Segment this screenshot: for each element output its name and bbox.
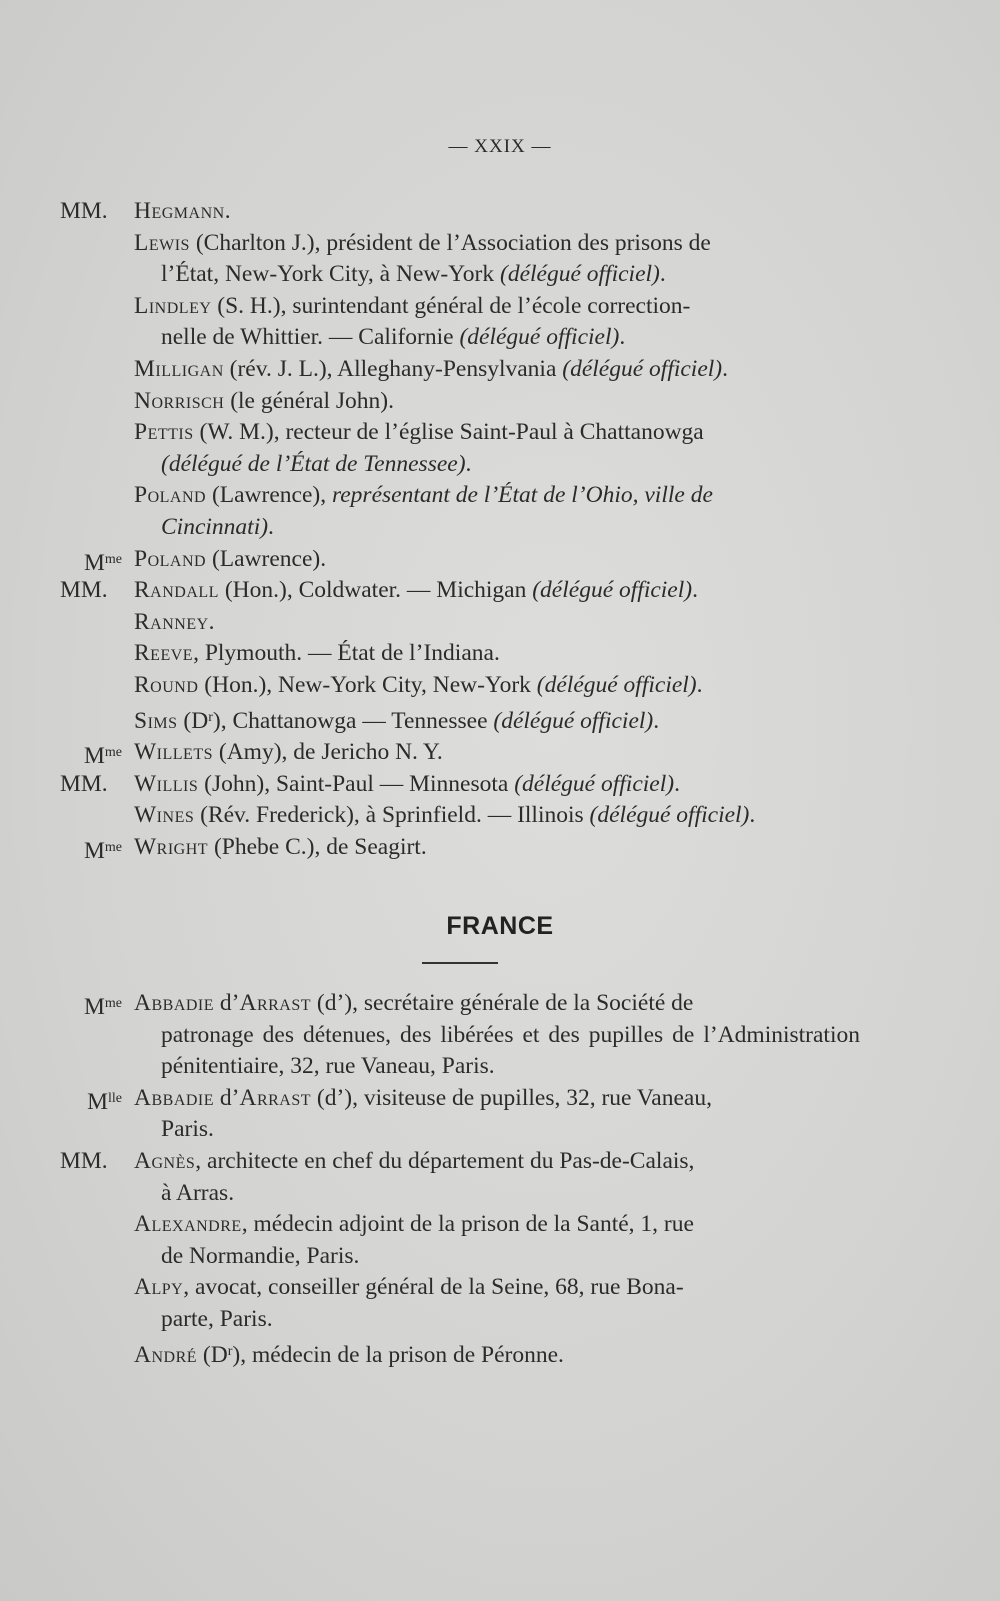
france-participants-list bbox=[60, 988, 860, 1371]
list-item bbox=[60, 832, 860, 864]
entry-text: (Rév. Frederick), à Sprinfield. — Illinois bbox=[194, 802, 590, 829]
list-item bbox=[60, 607, 860, 639]
entry-continuation bbox=[134, 512, 860, 544]
entry-text: (D bbox=[177, 707, 209, 734]
person-surname-second: Arrast bbox=[239, 1084, 312, 1111]
person-surname: Wines bbox=[134, 802, 195, 829]
entry-continuation bbox=[134, 1114, 860, 1146]
entry-text: (Lawrence). bbox=[206, 545, 327, 572]
surname-particle: d’ bbox=[214, 1084, 240, 1111]
person-surname: Reeve bbox=[134, 640, 194, 667]
entry-italic-note: Cincinnati) bbox=[161, 513, 269, 540]
entry-text: (John), Saint-Paul — Minnesota bbox=[198, 770, 515, 797]
list-item bbox=[60, 417, 860, 480]
list-item bbox=[60, 769, 860, 801]
person-surname: Lewis bbox=[134, 229, 190, 256]
title-superscript: r bbox=[208, 709, 213, 725]
entry-punctuation: . bbox=[465, 450, 472, 477]
person-surname: Lindley bbox=[134, 292, 212, 319]
page-number: — XXIX — bbox=[448, 136, 552, 157]
list-item bbox=[60, 1209, 860, 1272]
entry-continuation bbox=[134, 1304, 860, 1336]
person-surname: Agnès bbox=[134, 1147, 196, 1174]
entry-text: (Phebe C.), de Seagirt. bbox=[208, 833, 427, 860]
person-surname: Wright bbox=[134, 833, 209, 860]
honorific-superscript: me bbox=[104, 996, 122, 1011]
entry-continuation bbox=[134, 1241, 860, 1273]
entry-text: parte, Paris. bbox=[161, 1305, 273, 1332]
person-surname: Sims bbox=[134, 707, 178, 734]
entry-text: nelle de Whittier. — Californie bbox=[161, 324, 460, 351]
entry-text: (S. H.), surintendant général de l’école correction- bbox=[211, 292, 691, 319]
usa-participants-list bbox=[60, 196, 860, 863]
person-surname: Norrisch bbox=[134, 387, 225, 414]
entry-text: (Lawrence), bbox=[206, 482, 332, 509]
entry-text: Paris. bbox=[161, 1116, 214, 1143]
honorific-superscript: me bbox=[104, 839, 122, 855]
entry-text: (D bbox=[197, 1341, 228, 1368]
entry-italic-note: (délégué officiel) bbox=[493, 707, 654, 734]
honorific-superscript: lle bbox=[108, 1090, 122, 1106]
person-surname: Round bbox=[134, 671, 199, 698]
entry-continuation bbox=[134, 322, 860, 354]
entry-text: (W. M.), recteur de l’église Saint-Paul à Chattanowga bbox=[193, 419, 704, 446]
entry-punctuation: . bbox=[268, 513, 274, 540]
entry-text: ), Chattanowga — Tennessee bbox=[212, 707, 494, 734]
list-item bbox=[60, 988, 860, 1083]
honorific-prefix: $M^{me}$ bbox=[83, 549, 122, 576]
list-item bbox=[60, 196, 860, 228]
entry-text: (Hon.), New-York City, New-York bbox=[198, 671, 537, 698]
list-item bbox=[60, 354, 860, 386]
honorific-superscript: me bbox=[104, 745, 122, 761]
entry-text: (Hon.), Coldwater. — Michigan bbox=[218, 577, 533, 604]
person-surname: Alexandre bbox=[134, 1211, 242, 1238]
entry-continuation bbox=[134, 1178, 860, 1210]
entry-continuation bbox=[134, 449, 860, 481]
entry-text: , médecin adjoint de la prison de la Santé, 1, rue bbox=[241, 1211, 694, 1238]
entry-italic-note: (délégué de l’État de Tennessee) bbox=[161, 450, 466, 477]
entry-text: , Plymouth. — État de l’Indiana. bbox=[193, 640, 500, 667]
person-surname: Alpy bbox=[134, 1274, 184, 1301]
list-item bbox=[60, 228, 860, 291]
entry-text: . bbox=[224, 198, 231, 224]
list-item bbox=[60, 1146, 860, 1209]
entry-text: . bbox=[208, 608, 215, 635]
person-surname: Willis bbox=[134, 770, 199, 797]
honorific-prefix: MM. bbox=[60, 198, 108, 224]
entry-italic-note: (délégué officiel) bbox=[500, 261, 660, 288]
person-surname: Randall bbox=[134, 577, 219, 604]
entry-text: à Arras. bbox=[161, 1179, 235, 1206]
entry-text: (Charlton J.), président de l’Association des prisons de bbox=[189, 229, 711, 256]
list-item bbox=[60, 386, 860, 418]
honorific-prefix: $M^{me}$ bbox=[83, 994, 122, 1020]
entry-punctuation: . bbox=[674, 770, 680, 797]
entry-text: l’État, New-York City, à New-York bbox=[161, 261, 500, 288]
entry-italic-note: (délégué officiel) bbox=[532, 577, 693, 604]
list-item bbox=[60, 575, 860, 607]
list-item bbox=[60, 480, 860, 543]
entry-text: (rév. J. L.), Alleghany-Pensylvania bbox=[223, 355, 563, 382]
list-item bbox=[60, 544, 860, 576]
list-item bbox=[60, 638, 860, 670]
entry-italic-note: (délégué officiel) bbox=[459, 324, 620, 351]
entry-punctuation: . bbox=[692, 577, 698, 604]
entry-text: , avocat, conseiller général de la Seine, 68, rue Bona- bbox=[183, 1274, 684, 1301]
entry-italic-note: représentant de l’État de l’Ohio, ville de bbox=[331, 482, 713, 509]
honorific-prefix: $M^{lle}$ bbox=[87, 1088, 122, 1115]
honorific-prefix: MM. bbox=[60, 577, 108, 604]
person-surname: Ranney bbox=[134, 608, 209, 635]
section-rule bbox=[422, 962, 498, 964]
list-item bbox=[60, 1272, 860, 1335]
list-item bbox=[60, 291, 860, 354]
entry-text: de Normandie, Paris. bbox=[161, 1242, 360, 1269]
person-surname: Poland bbox=[134, 545, 207, 572]
list-item bbox=[60, 1336, 860, 1372]
entry-italic-note: (délégué officiel) bbox=[536, 671, 697, 698]
person-surname: Hegmann bbox=[134, 198, 225, 224]
entry-punctuation: . bbox=[619, 324, 626, 351]
person-surname: Abbadie bbox=[134, 990, 215, 1016]
entry-punctuation: . bbox=[696, 671, 703, 698]
entry-punctuation: . bbox=[749, 802, 756, 829]
entry-text: , architecte en chef du département du Pas-de-Calais, bbox=[195, 1147, 695, 1174]
honorific-prefix: MM. bbox=[60, 1147, 108, 1174]
list-item bbox=[60, 737, 860, 769]
entry-italic-note: (délégué officiel) bbox=[514, 770, 675, 797]
list-item bbox=[60, 702, 860, 738]
entry-text: ), médecin de la prison de Péronne. bbox=[232, 1341, 564, 1368]
list-item bbox=[60, 670, 860, 702]
honorific-prefix: MM. bbox=[60, 770, 108, 797]
person-surname-second: Arrast bbox=[239, 990, 312, 1016]
person-surname: Abbadie bbox=[134, 1084, 215, 1111]
person-surname: André bbox=[134, 1341, 198, 1368]
list-item bbox=[60, 800, 860, 832]
honorific-prefix: $M^{me}$ bbox=[83, 837, 122, 864]
entry-text: (Amy), de Jericho N. Y. bbox=[213, 739, 443, 766]
honorific-superscript: me bbox=[104, 551, 122, 567]
entry-punctuation: . bbox=[659, 261, 666, 288]
entry-text: (d’), visiteuse de pupilles, 32, rue Vaneau, bbox=[311, 1084, 712, 1111]
entry-italic-note: (délégué officiel) bbox=[562, 355, 723, 382]
entry-text: (d’), secrétaire générale de la Société de bbox=[311, 990, 694, 1016]
surname-particle: d’ bbox=[214, 990, 240, 1016]
person-surname: Milligan bbox=[134, 355, 224, 382]
entry-punctuation: . bbox=[722, 355, 728, 382]
section-title: FRANCE bbox=[446, 912, 554, 940]
person-surname: Poland bbox=[134, 482, 207, 509]
entry-italic-note: (délégué officiel) bbox=[589, 802, 750, 829]
person-surname: Pettis bbox=[134, 419, 194, 446]
entry-continuation bbox=[134, 259, 860, 291]
entry-punctuation: . bbox=[653, 707, 660, 734]
title-superscript: r bbox=[227, 1343, 233, 1359]
honorific-prefix: $M^{me}$ bbox=[83, 743, 122, 770]
entry-text: (le général John). bbox=[224, 387, 394, 414]
entry-continuation bbox=[134, 1020, 860, 1083]
person-surname: Willets bbox=[134, 739, 214, 766]
entry-text: patronage des détenues, des libérées et des pupilles de l’Administration pénitentiaire, 32, rue Vaneau, Paris. bbox=[161, 1021, 860, 1080]
list-item bbox=[60, 1083, 860, 1146]
